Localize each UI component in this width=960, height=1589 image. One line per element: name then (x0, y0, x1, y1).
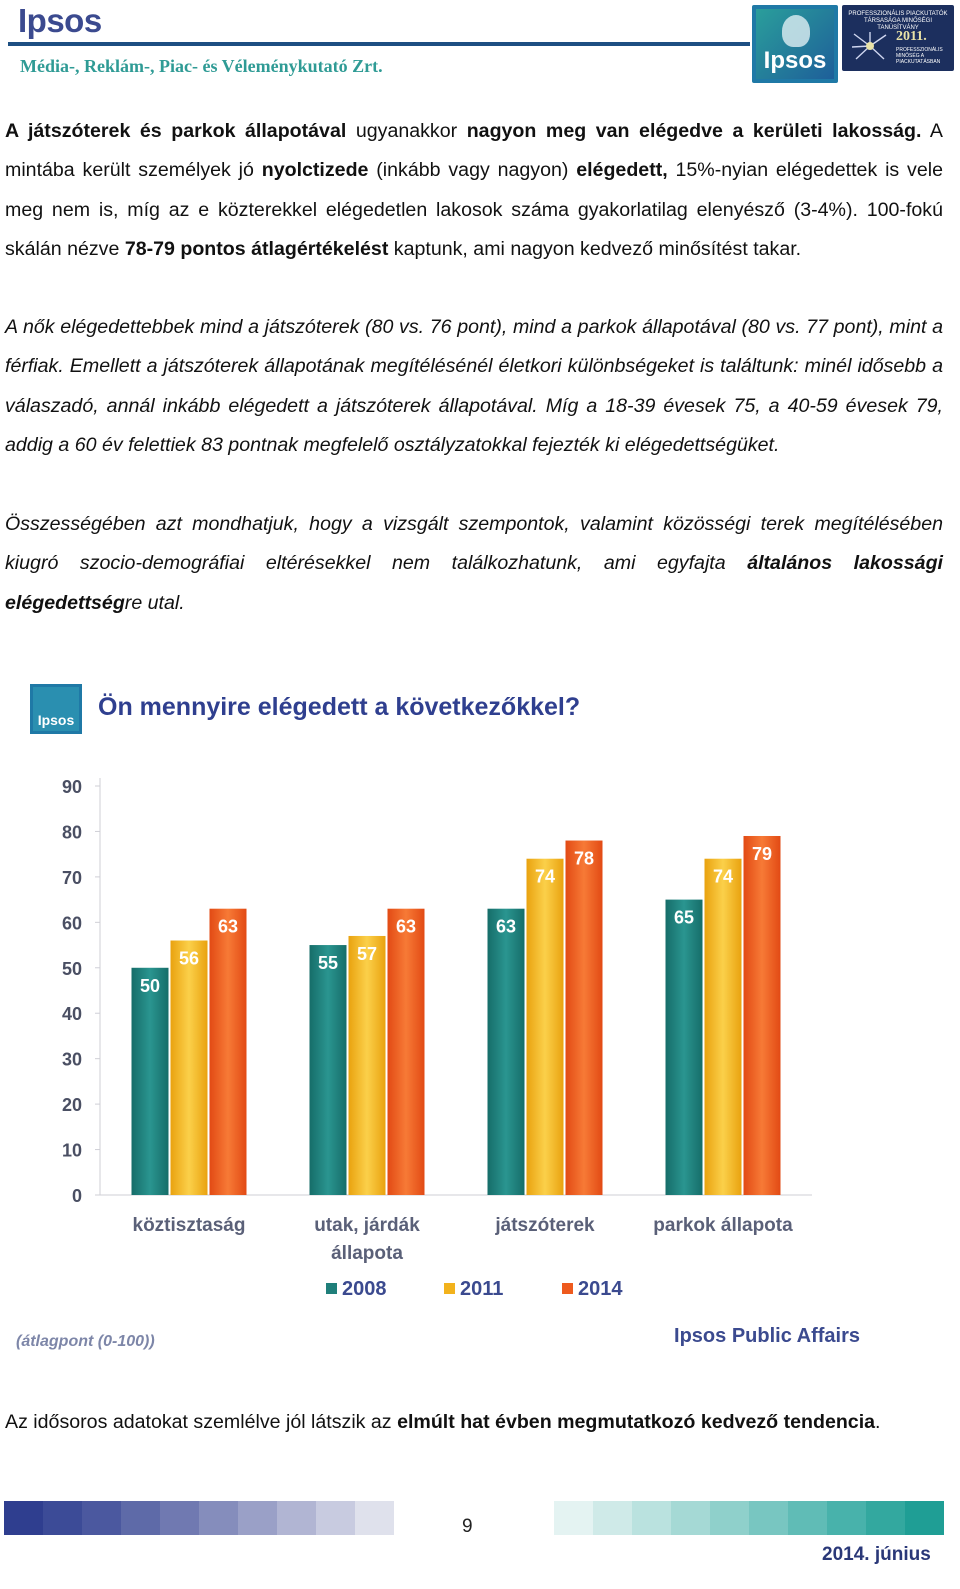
footer-color-block (905, 1501, 944, 1535)
legend-swatch-2014 (562, 1283, 573, 1294)
text-run: nyolctizede (261, 159, 369, 182)
y-tick-label: 90 (61, 777, 82, 797)
legend-swatch-2011 (444, 1283, 455, 1294)
legend-label: 2014 (578, 1278, 623, 1300)
star-burst-icon (852, 31, 888, 61)
bar-value-label: 57 (356, 943, 378, 964)
y-tick-label: 60 (61, 913, 82, 934)
category-label: köztisztaság (132, 1215, 246, 1236)
footer-color-block (554, 1501, 593, 1535)
page-number: 9 (462, 1516, 473, 1537)
y-tick-label: 0 (71, 1186, 82, 1206)
footer-color-block (238, 1501, 277, 1535)
quality-certificate-logo (842, 5, 954, 71)
bar-value-label: 63 (217, 916, 239, 937)
category-label: állapota (331, 1243, 403, 1264)
bar-2014-1 (388, 909, 425, 1195)
ipsos-badge-logo (752, 5, 838, 83)
text-run: elmúlt hat évben megmutatkozó kedvező tendencia (397, 1411, 876, 1433)
ipsos-logo-text: Ipsos (18, 2, 102, 39)
legend-label: 2008 (342, 1278, 387, 1300)
chart-source: Ipsos Public Affairs (674, 1325, 860, 1347)
bar-2011-2 (527, 859, 564, 1195)
bar-2008-2 (488, 909, 525, 1195)
footer-color-block (199, 1501, 238, 1535)
footer-date: 2014. június (822, 1544, 931, 1565)
y-tick-label: 70 (61, 867, 82, 888)
legend-swatch-2008 (326, 1283, 337, 1294)
cert-text-2: PROFESSZIONÁLIS MINŐSÉG A PIACKUTATÁSBAN (896, 47, 943, 65)
bar-2014-3 (744, 836, 781, 1195)
footer-color-block (121, 1501, 160, 1535)
y-tick-label: 50 (61, 958, 82, 979)
footer-color-block (827, 1501, 866, 1535)
y-tick-label: 30 (61, 1049, 82, 1070)
cert-year: 2011. (896, 29, 927, 44)
bar-2008-1 (310, 945, 347, 1195)
footer-color-block (4, 1501, 43, 1535)
bar-value-label: 79 (751, 843, 773, 864)
footer-color-block (593, 1501, 632, 1535)
footer-color-block (866, 1501, 905, 1535)
header-rule (8, 42, 750, 46)
text-run: általános lakossági elégedettség (5, 552, 943, 614)
text-run: A nők elégedettebbek mind a játszóterek (80 vs. 76 pont), mind a parkok állapotával (80 vs. 77 pont), mint a férfiak. Emellett a játszóterek állapotának megítélésénél életkori különbségeket is találtunk: minél idősebb a válaszadó, annál inkább elégedett a játszóterek állapotával. Míg a 18-39 évesek 75, a 40-59 évesek 79, addig a 60 év felettiek 83 pontnak megfelelő osztályzatokkal fejezték ki elégedettségüket. (5, 316, 943, 456)
bar-value-label: 63 (495, 916, 517, 937)
chart-badge-label: Ipsos (37, 712, 75, 728)
footer-color-block (355, 1501, 394, 1535)
profile-head-icon (782, 15, 810, 47)
text-run: 78-79 pontos átlagértékelést (124, 237, 389, 260)
footer-color-block (671, 1501, 710, 1535)
bar-value-label: 65 (673, 907, 695, 928)
bar-2008-3 (666, 900, 703, 1195)
chart-title: Ön mennyire elégedett a következőkkel? (98, 693, 581, 721)
bar-value-label: 74 (712, 866, 734, 887)
text-run: elégedett, (576, 159, 668, 182)
bar-2011-1 (349, 936, 386, 1195)
satisfaction-bar-chart (0, 660, 960, 1370)
cert-text: PROFESSZIONÁLIS PIACKUTATÓK TÁRSASÁGA MINŐSÉGI TANÚSÍTVÁNY (848, 11, 948, 31)
bar-2014-2 (566, 841, 603, 1195)
text-run: nagyon meg van elégedve a kerületi lakosság. (466, 120, 922, 142)
footer-color-block (82, 1501, 121, 1535)
paragraph-4 (5, 1403, 943, 1442)
footer-color-block (749, 1501, 788, 1535)
bar-value-label: 56 (178, 948, 200, 969)
footer-color-block (710, 1501, 749, 1535)
text-run: Az idősoros adatokat szemlélve jól látszik az (5, 1411, 398, 1433)
bar-2011-3 (705, 859, 742, 1195)
text-run: kaptunk, ami nagyon kedvező minősítést takar. (388, 237, 802, 260)
y-tick-label: 40 (61, 1004, 82, 1025)
bar-value-label: 55 (317, 953, 339, 974)
paragraph-2 (5, 308, 943, 465)
bar-value-label: 74 (534, 866, 556, 887)
category-label: parkok állapota (653, 1215, 793, 1236)
header-subtitle: Média-, Reklám-, Piac- és Véleménykutató Zrt. (20, 56, 383, 76)
bar-value-label: 78 (573, 848, 595, 869)
paragraph-3 (5, 505, 943, 623)
chart-ipsos-badge (30, 684, 82, 734)
y-tick-label: 20 (61, 1095, 82, 1116)
footer-color-block (160, 1501, 199, 1535)
bar-value-label: 63 (395, 916, 417, 937)
text-run: A játszóterek és parkok állapotával (5, 120, 347, 142)
footer-color-block (277, 1501, 316, 1535)
footer-color-block (316, 1501, 355, 1535)
legend-label: 2011 (460, 1278, 504, 1300)
footer-color-block (43, 1501, 82, 1535)
text-run: . (875, 1411, 881, 1433)
text-run: re utal. (124, 591, 185, 614)
bar-2014-0 (210, 909, 247, 1195)
text-run: Összességében azt mondhatjuk, hogy a vizsgált szempontok, valamint közösségi terek megítélésében kiugró szocio-demográfiai eltérésekkel nem találkozhatunk, ami egyfajta (5, 513, 943, 575)
paragraph-1 (5, 112, 943, 269)
category-label: játszóterek (495, 1215, 595, 1236)
y-tick-label: 10 (61, 1140, 82, 1161)
text-run: ugyanakkor (346, 120, 467, 142)
text-run: A mintába került személyek jó (5, 120, 944, 182)
category-label: utak, járdák (314, 1215, 420, 1236)
bar-2008-0 (132, 968, 169, 1195)
chart-footnote: (átlagpont (0-100)) (16, 1333, 155, 1350)
bar-value-label: 50 (139, 975, 161, 996)
y-tick-label: 80 (61, 822, 82, 843)
footer-color-block (632, 1501, 671, 1535)
footer-color-block (788, 1501, 827, 1535)
bar-2011-0 (171, 941, 208, 1195)
text-run: 15%-nyian elégedettek is vele meg nem is, míg az e közterekkel elégedetlen lakosok száma gyakorlatilag elenyésző (3-4%). 100-fokú skálán nézve (5, 159, 943, 260)
ipsos-badge-label: Ipsos (763, 47, 827, 74)
text-run: (inkább vagy nagyon) (368, 159, 577, 182)
